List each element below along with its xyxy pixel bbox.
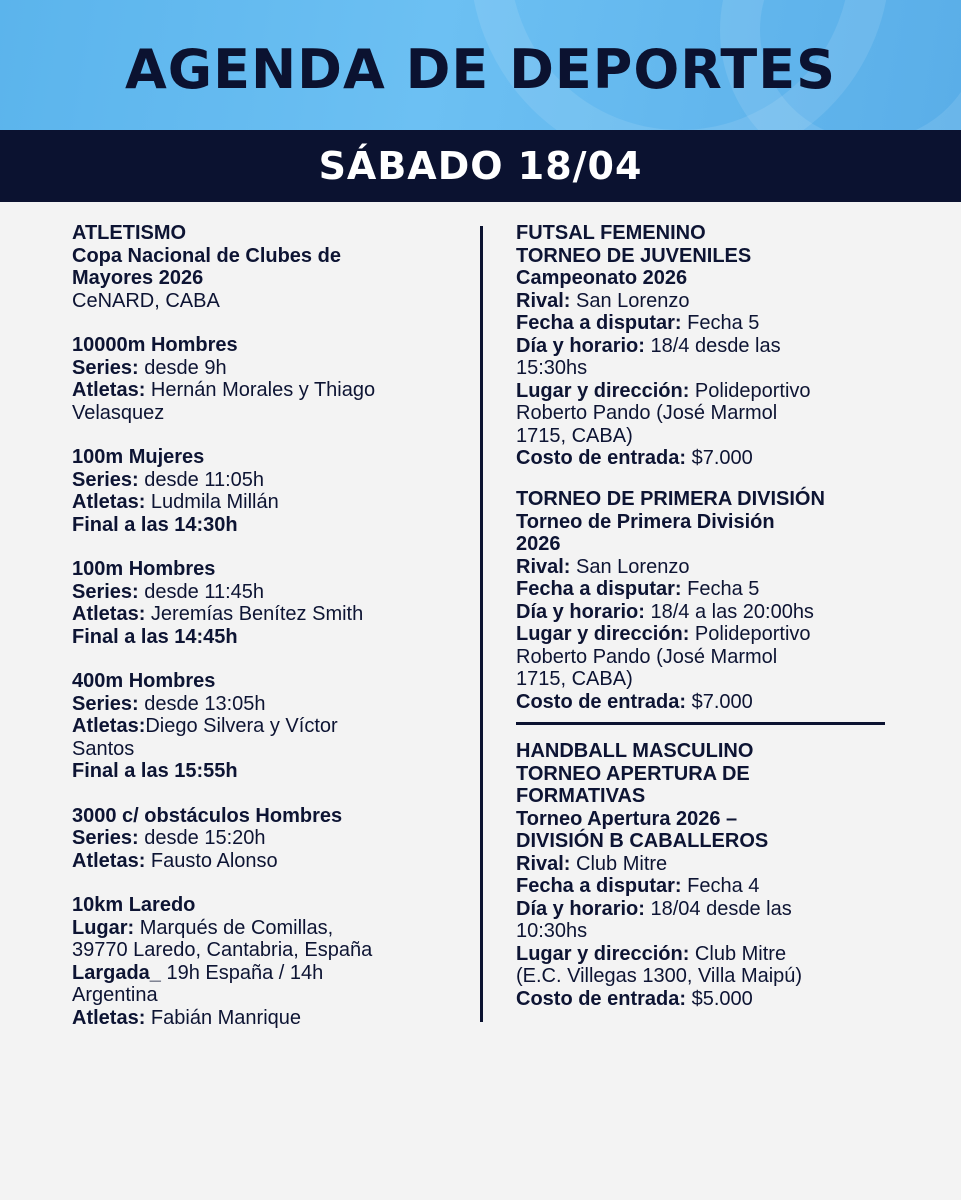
- athletes-value: Fabián Manrique: [145, 1006, 302, 1029]
- athletes-label: Atletas:: [72, 849, 146, 872]
- event-title: 3000 c/ obstáculos Hombres: [72, 804, 343, 827]
- series-label: Series:: [72, 692, 139, 715]
- event-title: 100m Mujeres: [72, 446, 205, 468]
- final-time: Final a las 14:45h: [72, 625, 238, 648]
- rival-value: San Lorenzo: [570, 289, 690, 312]
- series-value: desde 15:20h: [138, 827, 266, 849]
- price-value: $7.000: [686, 447, 753, 469]
- event-100m-women: [72, 446, 467, 536]
- tournament-name: TORNEO DE JUVENILES: [516, 244, 752, 267]
- tournament-full-name: 2026: [516, 533, 561, 555]
- schedule-label: Día y horario:: [516, 897, 645, 920]
- athletes-value: Diego Silvera y Víctor: [145, 715, 338, 737]
- price-value: $7.000: [686, 690, 753, 713]
- sport-name: FUTSAL FEMENINO: [516, 222, 706, 244]
- athletics-column: [72, 222, 467, 1051]
- athletes-value: Hernán Morales y Thiago: [145, 379, 376, 401]
- event-100m-men: [72, 558, 467, 648]
- schedule-value: 18/4 desde las: [644, 334, 781, 357]
- futsal-section: [516, 222, 896, 470]
- rival-label: Rival:: [516, 555, 571, 578]
- price-label: Costo de entrada:: [516, 987, 687, 1010]
- start-label: Largada_: [72, 961, 161, 984]
- event-3000-steeple: [72, 805, 467, 873]
- athletics-header: [72, 222, 467, 312]
- location-value-cont: 1715, CABA): [516, 668, 633, 690]
- sport-name: ATLETISMO: [72, 222, 187, 244]
- rival-label: Rival:: [516, 289, 571, 312]
- division-name: Torneo Apertura 2026 –: [516, 807, 738, 830]
- series-label: Series:: [72, 580, 139, 603]
- round-value: Fecha 4: [681, 875, 760, 897]
- price-label: Costo de entrada:: [516, 690, 687, 713]
- series-label: Series:: [72, 827, 139, 849]
- round-label: Fecha a disputar:: [516, 875, 682, 897]
- location-value: Polideportivo: [689, 379, 811, 402]
- tournament-full-name: Torneo de Primera División: [516, 510, 775, 533]
- athletes-label: Atletas:: [72, 603, 146, 625]
- tournament-name: TORNEO APERTURA DE: [516, 762, 750, 785]
- series-label: Series:: [72, 356, 139, 379]
- event-400m-men: [72, 670, 467, 783]
- schedule-value-cont: 10:30hs: [516, 920, 588, 942]
- rival-value: Club Mitre: [570, 852, 668, 875]
- championship-name: Campeonato 2026: [516, 267, 688, 289]
- sport-name: HANDBALL MASCULINO: [516, 740, 754, 762]
- athletes-value-cont: Velasquez: [72, 401, 165, 424]
- tournament-name: TORNEO DE PRIMERA DIVISIÓN: [516, 488, 825, 510]
- schedule-label: Día y horario:: [516, 334, 645, 357]
- event-10000m: [72, 334, 467, 424]
- column-divider: [480, 226, 483, 1022]
- location-label: Lugar y dirección:: [516, 379, 690, 402]
- athletes-value: Jeremías Benítez Smith: [145, 603, 364, 625]
- header-banner: [0, 0, 961, 130]
- event-title: 400m Hombres: [72, 670, 216, 692]
- event-title: 10km Laredo: [72, 894, 196, 916]
- athletes-value-cont: Santos: [72, 737, 135, 760]
- series-value: desde 11:05h: [138, 468, 265, 491]
- handball-section: [516, 740, 896, 1010]
- venue: CeNARD, CABA: [72, 289, 220, 312]
- final-time: Final a las 14:30h: [72, 513, 238, 536]
- location-value-cont: Roberto Pando (José Marmol: [516, 645, 778, 668]
- final-time: Final a las 15:55h: [72, 760, 238, 782]
- start-value-cont: Argentina: [72, 984, 158, 1006]
- event-title: 100m Hombres: [72, 558, 216, 580]
- series-value: desde 9h: [138, 356, 227, 379]
- round-label: Fecha a disputar:: [516, 578, 682, 600]
- primera-division-section: [516, 488, 896, 713]
- round-value: Fecha 5: [681, 312, 760, 334]
- location-value-cont: (E.C. Villegas 1300, Villa Maipú): [516, 965, 803, 987]
- date-title: SÁBADO 18/04: [318, 144, 643, 188]
- event-name-line: Mayores 2026: [72, 267, 204, 289]
- series-label: Series:: [72, 468, 139, 491]
- athletes-label: Atletas:: [72, 715, 146, 737]
- place-label: Lugar:: [72, 916, 135, 939]
- page-title: AGENDA DE DEPORTES: [124, 38, 837, 101]
- event-title: 10000m Hombres: [72, 334, 238, 356]
- section-divider: [516, 722, 885, 725]
- tournament-name: FORMATIVAS: [516, 785, 646, 807]
- schedule-value: 18/4 a las 20:00hs: [644, 600, 814, 623]
- series-value: desde 13:05h: [138, 692, 266, 715]
- location-value-cont: 1715, CABA): [516, 424, 633, 447]
- location-label: Lugar y dirección:: [516, 623, 690, 645]
- event-name-line: Copa Nacional de Clubes de: [72, 244, 341, 267]
- schedule-value-cont: 15:30hs: [516, 357, 588, 379]
- place-value: Marqués de Comillas,: [134, 916, 334, 939]
- location-value: Club Mitre: [689, 942, 787, 965]
- event-10km-laredo: [72, 894, 467, 1029]
- location-value: Polideportivo: [689, 623, 811, 645]
- series-value: desde 11:45h: [138, 580, 265, 603]
- date-banner: [0, 130, 961, 202]
- price-label: Costo de entrada:: [516, 447, 687, 469]
- athletes-label: Atletas:: [72, 379, 146, 401]
- round-label: Fecha a disputar:: [516, 312, 682, 334]
- athletes-label: Atletas:: [72, 491, 146, 513]
- schedule-value: 18/04 desde las: [644, 897, 792, 920]
- rival-value: San Lorenzo: [570, 555, 690, 578]
- location-value-cont: Roberto Pando (José Marmol: [516, 402, 778, 424]
- athletes-value: Ludmila Millán: [145, 491, 279, 513]
- schedule-label: Día y horario:: [516, 600, 645, 623]
- athletes-value: Fausto Alonso: [145, 849, 278, 872]
- round-value: Fecha 5: [681, 578, 760, 600]
- division-name: DIVISIÓN B CABALLEROS: [516, 830, 769, 852]
- location-label: Lugar y dirección:: [516, 942, 690, 965]
- place-value-cont: 39770 Laredo, Cantabria, España: [72, 939, 373, 961]
- price-value: $5.000: [686, 987, 753, 1010]
- rival-label: Rival:: [516, 852, 571, 875]
- athletes-label: Atletas:: [72, 1006, 146, 1029]
- start-value: 19h España / 14h: [160, 961, 324, 984]
